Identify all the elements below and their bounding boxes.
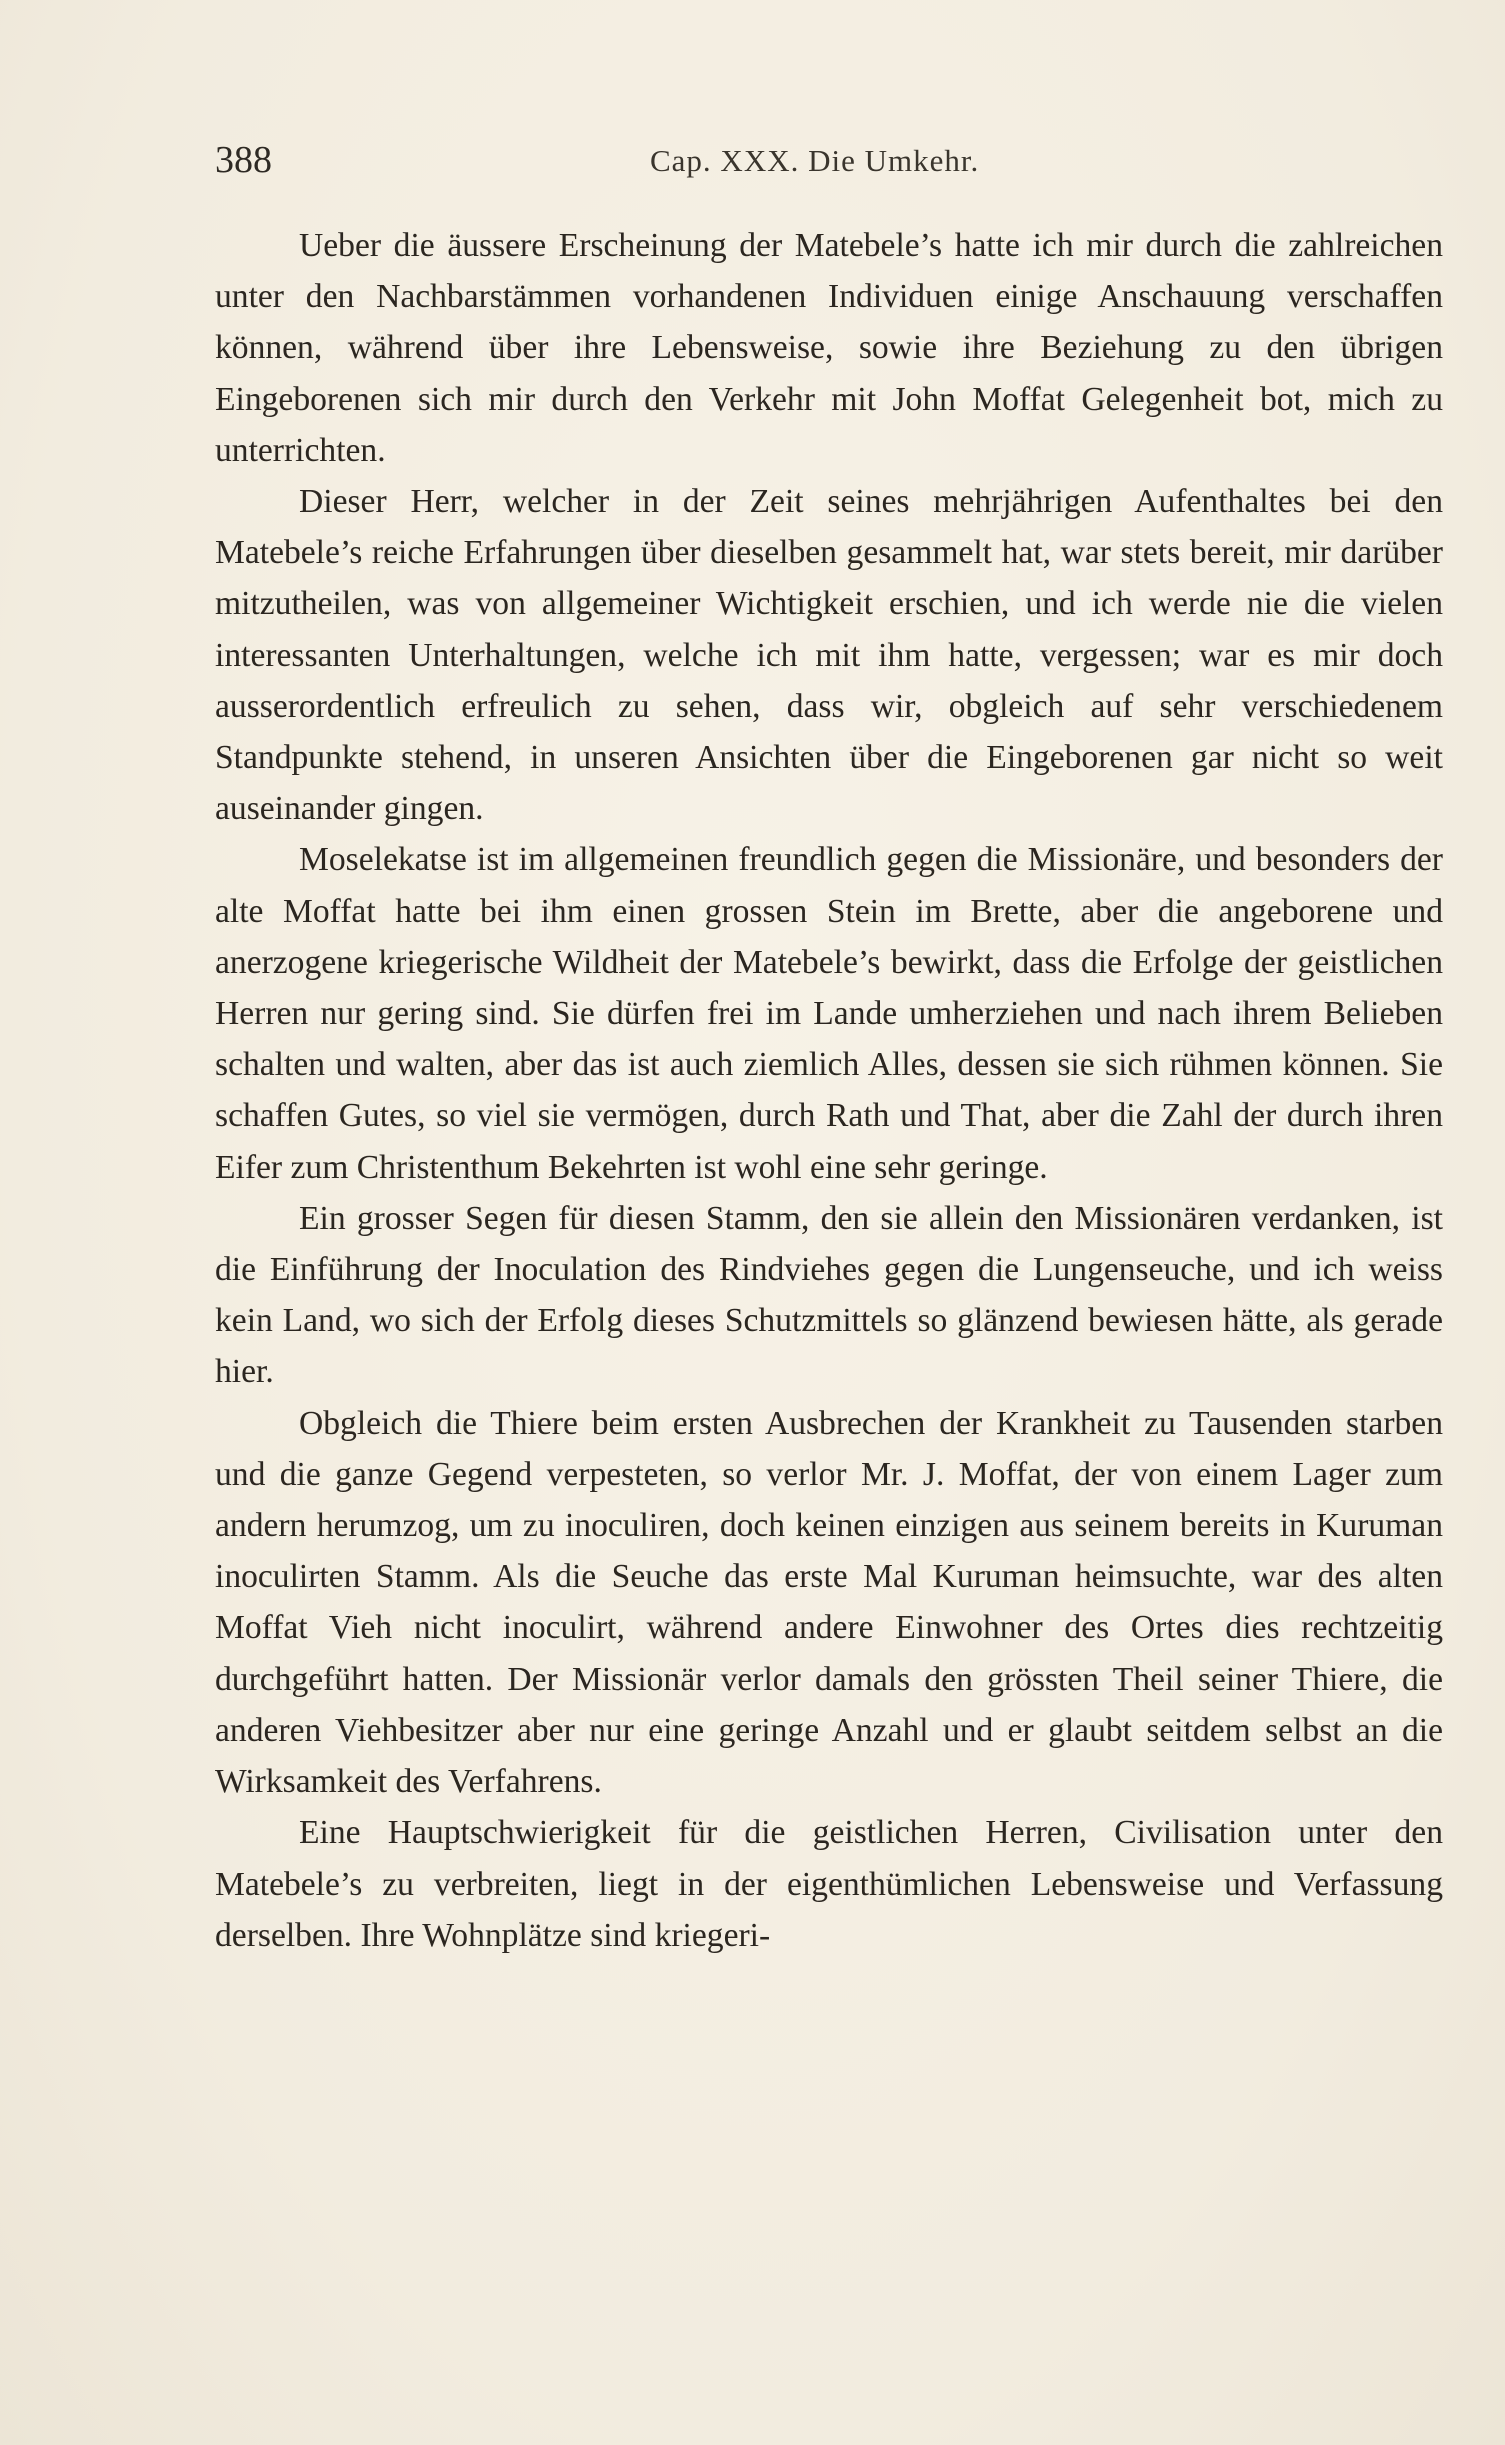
paragraph: Moselekatse ist im allgemeinen freundlich gegen die Missionäre, und besonders der alte Moffat hatte bei ihm einen grossen Stein im Brette, aber die angeborene und anerzogene kriegerische Wildheit der Matebele’s bewirkt, dass die Erfolge der geistlichen Herren nur gering sind. Sie dürfen frei im Lande umherziehen und nach ihrem Belieben schalten und walten, aber das ist auch ziemlich Alles, dessen sie sich rühmen können. Sie schaffen Gutes, so viel sie vermögen, durch Rath und That, aber die Zahl der durch ihren Eifer zum Christenthum Bekehrten ist wohl eine sehr geringe.	[215, 841, 1443, 1186]
paragraph: Ein grosser Segen für diesen Stamm, den sie allein den Missionären verdanken, ist die Einführung der Inoculation des Rindviehes gegen die Lungenseuche, und ich weiss kein Land, wo sich der Erfolg dieses Schutzmittels so glänzend bewiesen hätte, als gerade hier.	[215, 1199, 1443, 1391]
page-header	[215, 138, 1443, 198]
running-head: Cap. XXX. Die Umkehr.	[650, 143, 980, 178]
paragraph: Obgleich die Thiere beim ersten Ausbrechen der Krankheit zu Tausenden starben und die ganze Gegend verpesteten, so verlor Mr. J. Moffat, der von einem Lager zum andern herumzog, um zu inoculiren, doch keinen einzigen aus seinem bereits in Kuruman inoculirten Stamm. Als die Seuche das erste Mal Kuruman heimsuchte, war des alten Moffat Vieh nicht inoculirt, während andere Einwohner des Ortes dies rechtzeitig durchgeführt hatten. Der Missionär verlor damals den grössten Theil seiner Thiere, die anderen Viehbesitzer aber nur eine geringe Anzahl und er glaubt seitdem selbst an die Wirksamkeit des Verfahrens.	[215, 1404, 1443, 1801]
paragraph: Dieser Herr, welcher in der Zeit seines mehrjährigen Aufenthaltes bei den Matebele’s reiche Erfahrungen über dieselben gesammelt hat, war stets bereit, mir darüber mitzutheilen, was von allgemeiner Wichtigkeit erschien, und ich werde nie die vielen interessanten Unterhaltungen, welche ich mit ihm hatte, vergessen; war es mir doch ausserordentlich erfreulich zu sehen, dass wir, obgleich auf sehr verschiedenem Standpunkte stehend, in unseren Ansichten über die Eingeborenen gar nicht so weit auseinander gingen.	[215, 483, 1443, 828]
paragraph: Ueber die äussere Erscheinung der Matebele’s hatte ich mir durch die zahlreichen unter den Nachbarstämmen vorhandenen Individuen einige Anschauung verschaffen können, während über ihre Lebensweise, sowie ihre Beziehung zu den übrigen Eingeborenen sich mir durch den Verkehr mit John Moffat Gelegenheit bot, mich zu unterrichten.	[215, 227, 1443, 469]
page-number: 388	[215, 139, 272, 181]
body-text	[215, 220, 1443, 1961]
paragraph: Eine Hauptschwierigkeit für die geistlichen Herren, Civilisation unter den Matebele’s zu verbreiten, liegt in der eigenthümlichen Lebensweise und Verfassung derselben. Ihre Wohnplätze sind kriegeri-	[215, 1814, 1443, 1954]
